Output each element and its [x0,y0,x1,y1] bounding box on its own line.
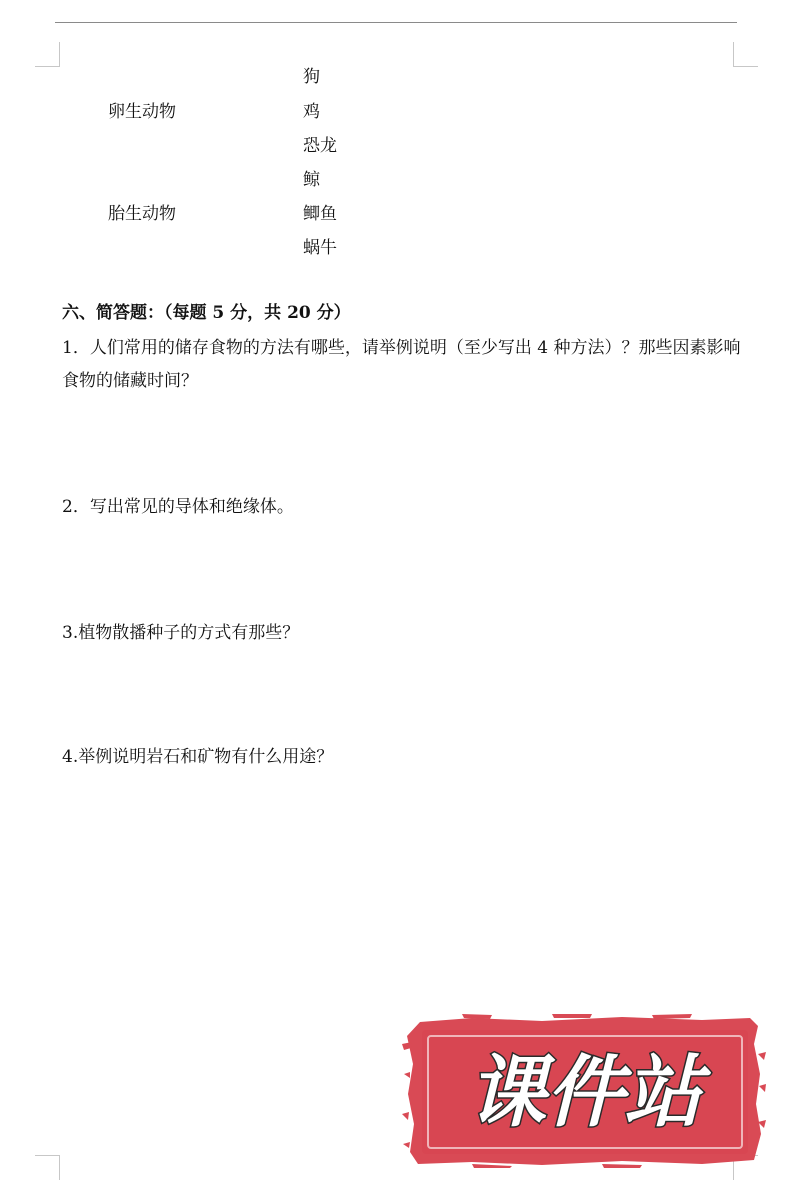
watermark-stamp [402,1014,766,1168]
question-2: 2．写出常见的导体和绝缘体。 [62,497,294,517]
animal-item: 鸡 [303,102,320,122]
question-4: 4.举例说明岩石和矿物有什么用途？ [62,747,334,767]
category-oviparous: 卵生动物 [108,102,176,122]
watermark-text: 课件站 [467,1048,703,1138]
page-corner-mark [35,1155,60,1180]
page-corner-mark [35,42,60,67]
header-rule [55,22,737,23]
question-3: 3.植物散播种子的方式有那些？ [62,623,300,643]
section-title: 六、简答题：（每题 5 分，共 20 分） [62,303,351,323]
animal-item: 蜗牛 [303,238,337,258]
animal-item: 鲫鱼 [303,204,337,224]
animal-item: 恐龙 [303,136,337,156]
question-1: 1．人们常用的储存食物的方法有哪些，请举例说明（至少写出 4 种方法）？那些因素影响食物的储藏时间？ [62,338,741,391]
category-viviparous: 胎生动物 [108,204,176,224]
animal-item: 鲸 [303,170,320,190]
animal-item: 狗 [303,67,320,87]
page-corner-mark [733,42,758,67]
